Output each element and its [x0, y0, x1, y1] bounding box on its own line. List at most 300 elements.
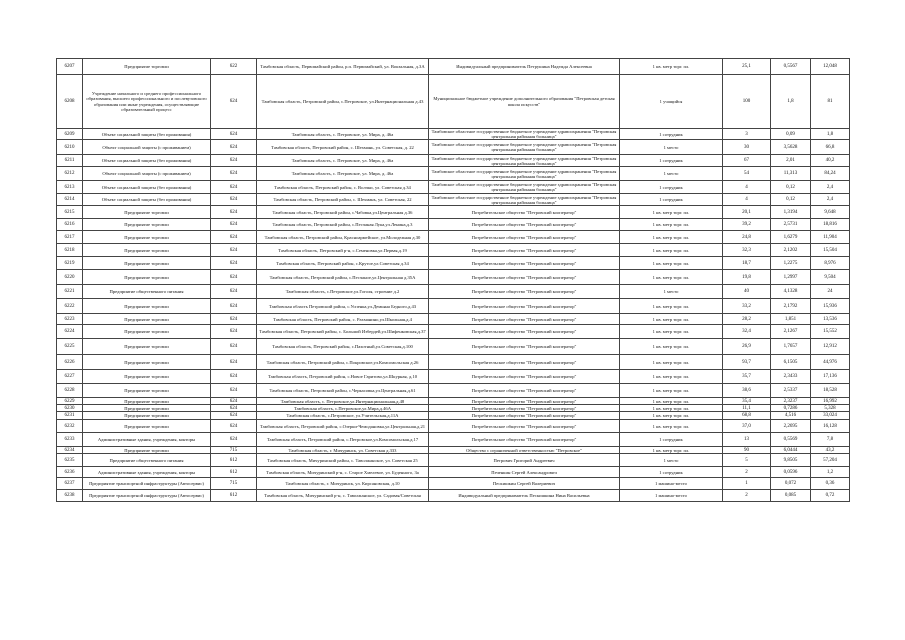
organization-cell: Потребительское общество "Петровский кооператор"	[429, 244, 620, 257]
code-cell: 624	[211, 285, 257, 299]
row-number: 6232	[57, 420, 83, 433]
volume-cell: 40,2	[811, 155, 850, 167]
row-number: 6219	[57, 257, 83, 270]
table-row	[57, 355, 850, 370]
object-type-cell: Предприятие торговли	[83, 270, 211, 285]
address-cell: Тамбовская область, Петровский район, Красноармейское, ул.Молодежная д.30	[257, 231, 429, 244]
quantity-cell: 26,9	[723, 339, 771, 355]
volume-cell: 15,504	[811, 244, 850, 257]
table-row	[57, 314, 850, 325]
table-row	[57, 219, 850, 231]
unit-cell: 1 место	[620, 285, 723, 299]
object-type-cell: Предприятие общественного питания	[83, 454, 211, 467]
object-type-cell: Предприятие торговли	[83, 412, 211, 420]
table-row	[57, 285, 850, 299]
row-number: 6224	[57, 325, 83, 339]
row-number: 6215	[57, 206, 83, 219]
volume-cell: 8,976	[811, 257, 850, 270]
quantity-cell: 30	[723, 140, 771, 155]
unit-cell: 1 сотрудник	[620, 181, 723, 194]
address-cell: Тамбовская область, Петровский район, с.Петровское,ул.Комсомольская,д.17	[257, 433, 429, 447]
volume-cell: 9,648	[811, 206, 850, 219]
table-row	[57, 454, 850, 467]
volume-cell: 0,36	[811, 478, 850, 490]
norm-cell: 0,12	[771, 194, 811, 206]
unit-cell: 1 сотрудник	[620, 194, 723, 206]
code-cell: 624	[211, 244, 257, 257]
code-cell: 612	[211, 490, 257, 502]
quantity-cell: 40	[723, 285, 771, 299]
organization-cell: Потребительское общество "Петровский кооператор"	[429, 384, 620, 398]
quantity-cell: 28,2	[723, 314, 771, 325]
address-cell: Тамбовская область, Мичуринский район, с. Таволжанское, ул. Советская 25	[257, 454, 429, 467]
table-row	[57, 181, 850, 194]
code-cell: 624	[211, 384, 257, 398]
table-row	[57, 270, 850, 285]
object-type-cell: Объект социальной защиты (с проживанием)	[83, 167, 211, 181]
object-type-cell: Объект социальной защиты (без проживания)	[83, 181, 211, 194]
quantity-cell: 24,8	[723, 231, 771, 244]
code-cell: 624	[211, 155, 257, 167]
row-number: 6220	[57, 270, 83, 285]
quantity-cell: 54	[723, 167, 771, 181]
quantity-cell: 90	[723, 447, 771, 454]
volume-cell: 2,4	[811, 181, 850, 194]
code-cell: 624	[211, 339, 257, 355]
organization-cell: Печенкин Сергей Александрович	[429, 467, 620, 478]
organization-cell: Тамбовское областное государственное бюджетное учреждение здравоохранения "Петровская центральная районная больница"	[429, 140, 620, 155]
quantity-cell: 25,1	[723, 59, 771, 75]
object-type-cell: Предприятие торговли	[83, 314, 211, 325]
table-row	[57, 206, 850, 219]
address-cell: Тамбовская область, Петровский район, с.Песчаное,ул.Центральная д.35А	[257, 270, 429, 285]
organization-cell: Потребительское общество "Петровский кооператор"	[429, 206, 620, 219]
organization-cell: Потребительское общество "Петровский кооператор"	[429, 314, 620, 325]
quantity-cell: 35,7	[723, 370, 771, 384]
object-type-cell: Предприятие торговли	[83, 257, 211, 270]
organization-cell: Индивидуальный предприниматель Пескишкина Нина Васильевна	[429, 490, 620, 502]
unit-cell: 1 учащийся	[620, 75, 723, 129]
volume-cell: 9,504	[811, 270, 850, 285]
unit-cell: 1 машино-место	[620, 490, 723, 502]
code-cell: 612	[211, 467, 257, 478]
object-type-cell: Предприятие торговли	[83, 219, 211, 231]
quantity-cell: 5	[723, 454, 771, 467]
organization-cell: Потребительское общество "Петровский кооператор"	[429, 299, 620, 314]
quantity-cell: 2	[723, 467, 771, 478]
unit-cell: 1 сотрудник	[620, 433, 723, 447]
unit-cell: 1 кв. метр торг. пл.	[620, 325, 723, 339]
row-number: 6207	[57, 59, 83, 75]
row-number: 6214	[57, 194, 83, 206]
unit-cell: 1 кв. метр торг. пл.	[620, 206, 723, 219]
norm-cell: 1,2997	[771, 270, 811, 285]
object-type-cell: Предприятие транспортной инфраструктуры (Автосервис)	[83, 478, 211, 490]
organization-cell: Потребительское общество "Петровский кооператор"	[429, 257, 620, 270]
address-cell: Тамбовская область, Мичуринский р-н, с. Таволжанское, ул. Садовая/Советская	[257, 490, 429, 502]
volume-cell: 13,536	[811, 314, 850, 325]
norm-cell: 2,3433	[771, 370, 811, 384]
norm-cell: 2,3237	[771, 398, 811, 405]
volume-cell: 12,048	[811, 59, 850, 75]
quantity-cell: 38,6	[723, 384, 771, 398]
row-number: 6222	[57, 299, 83, 314]
organization-cell: Потребительское общество "Петровский кооператор"	[429, 339, 620, 355]
organization-cell: Потребительское общество "Петровский кооператор"	[429, 370, 620, 384]
object-type-cell: Предприятие торговли	[83, 420, 211, 433]
address-cell: Тамбовская область, Петровский район, с.Черкасовка,ул.Центральная,д.61	[257, 384, 429, 398]
address-cell: Тамбовская область, с.Петровское, ул.Учительская,д.11А	[257, 412, 429, 420]
address-cell: Тамбовская область, с. Петровское, ул. Мира, д. 46а	[257, 155, 429, 167]
code-cell: 624	[211, 433, 257, 447]
row-number: 6233	[57, 433, 83, 447]
organization-cell: Потребительское общество "Петровский кооператор"	[429, 433, 620, 447]
table-row	[57, 370, 850, 384]
quantity-cell: 13	[723, 433, 771, 447]
organization-cell: Тамбовское областное государственное бюджетное учреждение здравоохранения "Петровская центральная районная больница"	[429, 167, 620, 181]
code-cell: 715	[211, 478, 257, 490]
organization-cell: Потребительское общество "Петровский кооператор"	[429, 231, 620, 244]
quantity-cell: 32,3	[723, 244, 771, 257]
object-type-cell: Предприятие торговли	[83, 370, 211, 384]
norm-cell: 4,516	[771, 412, 811, 420]
unit-cell: 1 кв. метр торг. пл.	[620, 244, 723, 257]
code-cell: 624	[211, 231, 257, 244]
row-number: 6213	[57, 181, 83, 194]
volume-cell: 12,912	[811, 339, 850, 355]
object-type-cell: Предприятие торговли	[83, 398, 211, 405]
table-row	[57, 384, 850, 398]
organization-cell: Петрович Григорий Андреевич	[429, 454, 620, 467]
address-cell: Тамбовская область, с. Петровское,ул.Интернациональная,д.48	[257, 398, 429, 405]
norm-cell: 4,1328	[771, 285, 811, 299]
norm-cell: 0,09	[771, 129, 811, 140]
volume-cell: 24	[811, 285, 850, 299]
volume-cell: 2,4	[811, 194, 850, 206]
norm-cell: 1,6279	[771, 231, 811, 244]
address-cell: Тамбовская область, Петровский район, с.Чабовка,ул.Центральная д.36	[257, 206, 429, 219]
table-row	[57, 59, 850, 75]
norm-cell: 2,2695	[771, 420, 811, 433]
row-number: 6221	[57, 285, 83, 299]
row-number: 6223	[57, 314, 83, 325]
norm-cell: 1,7657	[771, 339, 811, 355]
row-number: 6235	[57, 454, 83, 467]
code-cell: 624	[211, 257, 257, 270]
code-cell: 624	[211, 167, 257, 181]
code-cell: 612	[211, 454, 257, 467]
object-type-cell: Предприятие транспортной инфраструктуры (Автосервис)	[83, 490, 211, 502]
address-cell: Тамбовская область, Петровский район, с.Покровское,ул.Комсомольская д.26	[257, 355, 429, 370]
quantity-cell: 33,2	[723, 299, 771, 314]
unit-cell: 1 кв. метр торг. пл.	[620, 219, 723, 231]
norm-cell: 6,1505	[771, 355, 811, 370]
table-row	[57, 447, 850, 454]
norm-cell: 6,0444	[771, 447, 811, 454]
table-row	[57, 467, 850, 478]
norm-cell: 1,8	[771, 75, 811, 129]
table-row	[57, 257, 850, 270]
quantity-cell: 19,8	[723, 270, 771, 285]
code-cell: 624	[211, 398, 257, 405]
norm-cell: 11,313	[771, 167, 811, 181]
object-type-cell: Объект социальной защиты (с проживанием)	[83, 140, 211, 155]
volume-cell: 16,992	[811, 398, 850, 405]
table-row	[57, 140, 850, 155]
volume-cell: 84,24	[811, 167, 850, 181]
organization-cell: Потребительское общество "Петровский кооператор"	[429, 420, 620, 433]
unit-cell: 1 кв. метр торг. пл.	[620, 270, 723, 285]
object-type-cell: Объект социальной защиты (без проживания)	[83, 129, 211, 140]
code-cell: 624	[211, 181, 257, 194]
volume-cell: 81	[811, 75, 850, 129]
object-type-cell: Предприятие общественного питания	[83, 285, 211, 299]
unit-cell: 1 кв. метр торг. пл.	[620, 398, 723, 405]
object-type-cell: Предприятие торговли	[83, 339, 211, 355]
unit-cell: 1 кв. метр торг. пл.	[620, 59, 723, 75]
row-number: 6234	[57, 447, 83, 454]
address-cell: Тамбовская область, Первомайский район, р.п. Первомайский, ул. Вокзальная, д.3А	[257, 59, 429, 75]
code-cell: 624	[211, 219, 257, 231]
table-row	[57, 231, 850, 244]
row-number: 6208	[57, 75, 83, 129]
code-cell: 624	[211, 299, 257, 314]
organization-cell: Потребительское общество "Петровский кооператор"	[429, 270, 620, 285]
quantity-cell: 39,2	[723, 219, 771, 231]
volume-cell: 44,976	[811, 355, 850, 370]
object-type-cell: Предприятие торговли	[83, 325, 211, 339]
address-cell: Тамбовская область, Петровский район, с. Большой Избердей,ул.Шифенковская,д.37	[257, 325, 429, 339]
code-cell: 624	[211, 325, 257, 339]
code-cell: 624	[211, 270, 257, 285]
table-row	[57, 167, 850, 181]
volume-cell: 66,8	[811, 140, 850, 155]
row-number: 6216	[57, 219, 83, 231]
object-type-cell: Предприятие торговли	[83, 405, 211, 412]
unit-cell: 1 кв. метр торг. пл.	[620, 299, 723, 314]
quantity-cell: 20,1	[723, 206, 771, 219]
table-row	[57, 412, 850, 420]
address-cell: Тамбовская область, с.Петровское,ул.Гоголя, строение д.2	[257, 285, 429, 299]
quantity-cell: 35,4	[723, 398, 771, 405]
volume-cell: 16,128	[811, 420, 850, 433]
organization-cell: Потребительское общество "Петровский кооператор"	[429, 398, 620, 405]
volume-cell: 57,204	[811, 454, 850, 467]
quantity-cell: 18,7	[723, 257, 771, 270]
volume-cell: 15,936	[811, 299, 850, 314]
row-number: 6217	[57, 231, 83, 244]
table-row	[57, 420, 850, 433]
code-cell: 624	[211, 355, 257, 370]
address-cell: Тамбовская область, Петровский район, с.Петровское, ул.Интернациональная д.43	[257, 75, 429, 129]
unit-cell: 1 сотрудник	[620, 155, 723, 167]
organization-cell: Потребительское общество "Петровский кооператор"	[429, 285, 620, 299]
address-cell: Тамбовская область, Петровский район, с.Песчаная Лука,ул.Ленина,д.3	[257, 219, 429, 231]
norm-cell: 0,12	[771, 181, 811, 194]
organization-cell: Тамбовское областное государственное бюджетное учреждение здравоохранения "Петровская центральная районная больница"	[429, 155, 620, 167]
unit-cell: 1 сотрудник	[620, 129, 723, 140]
norm-cell: 0,5569	[771, 433, 811, 447]
norm-cell: 2,01	[771, 155, 811, 167]
unit-cell: 1 кв. метр торг. пл.	[620, 314, 723, 325]
unit-cell: 1 машино-место	[620, 478, 723, 490]
object-type-cell: Предприятие торговли	[83, 299, 211, 314]
unit-cell: 1 кв. метр торг. пл.	[620, 370, 723, 384]
norm-cell: 0,085	[771, 490, 811, 502]
address-cell: Тамбовская область, Петровский район, с.Новое Гаритово,ул.Шкурная, д.10	[257, 370, 429, 384]
norm-cell: 1,851	[771, 314, 811, 325]
organization-cell: Тамбовское областное государственное бюджетное учреждение здравоохранения "Петровская центральная районная больница"	[429, 181, 620, 194]
unit-cell: 1 место	[620, 140, 723, 155]
volume-cell: 33,024	[811, 412, 850, 420]
address-cell: Тамбовская область, Петровский район, с. Шехмань, ул. Советская, д. 22	[257, 140, 429, 155]
address-cell: Тамбовская область, Петровский район, с.Крутое,ул.Советская д.34	[257, 257, 429, 270]
table-row	[57, 244, 850, 257]
object-type-cell: Объект социальной защиты (без проживания)	[83, 155, 211, 167]
unit-cell: 1 кв. метр торг. пл.	[620, 339, 723, 355]
norm-cell: 9,8505	[771, 454, 811, 467]
norm-cell: 2,1792	[771, 299, 811, 314]
row-number: 6225	[57, 339, 83, 355]
volume-cell: 43,2	[811, 447, 850, 454]
quantity-cell: 11,1	[723, 405, 771, 412]
organization-cell: Тамбовское областное государственное бюджетное учреждение здравоохранения "Петровская центральная районная больница"	[429, 129, 620, 140]
row-number: 6210	[57, 140, 83, 155]
quantity-cell: 2	[723, 490, 771, 502]
address-cell: Тамбовская область, г. Мичуринск, ул. Советская д.333	[257, 447, 429, 454]
address-cell: Тамбовская область Петровский район, с.Успенка,ул.Демьяна Бедного,д.43	[257, 299, 429, 314]
table-row	[57, 405, 850, 412]
object-type-cell: Административные здания, учреждения, конторы	[83, 433, 211, 447]
organization-cell: Индивидуальный предприниматель Петрушина Надежда Алексеевна	[429, 59, 620, 75]
row-number: 6209	[57, 129, 83, 140]
code-cell: 624	[211, 405, 257, 412]
table-row	[57, 194, 850, 206]
unit-cell: 1 место	[620, 454, 723, 467]
quantity-cell: 93,7	[723, 355, 771, 370]
address-cell: Тамбовская область, Петровский район, с.Озерки-Чемодановка,ул.Центральная,д.21	[257, 420, 429, 433]
organization-cell: Тамбовское областное государственное бюджетное учреждение здравоохранения "Петровская центральная районная больница"	[429, 194, 620, 206]
unit-cell: 1 кв. метр торг. пл.	[620, 412, 723, 420]
volume-cell: 18,816	[811, 219, 850, 231]
table-row	[57, 398, 850, 405]
organization-cell: Потребительское общество "Петровский кооператор"	[429, 219, 620, 231]
norm-cell: 2,1267	[771, 325, 811, 339]
code-cell: 624	[211, 370, 257, 384]
table-row	[57, 299, 850, 314]
object-type-cell: Предприятие торговли	[83, 384, 211, 398]
row-number: 6229	[57, 398, 83, 405]
quantity-cell: 32,4	[723, 325, 771, 339]
norm-cell: 2,5337	[771, 384, 811, 398]
row-number: 6236	[57, 467, 83, 478]
unit-cell: 1 кв. метр торг. пл.	[620, 355, 723, 370]
unit-cell: 1 кв. метр торг. пл.	[620, 231, 723, 244]
volume-cell: 17,136	[811, 370, 850, 384]
quantity-cell: 4	[723, 194, 771, 206]
object-type-cell: Учреждение начального и среднего профессионального образования, высшего профессионального и послевузовского образования или иные учреждения, осуществляющие образовательный процесс	[83, 75, 211, 129]
object-type-cell: Административные здания, учреждения, конторы	[83, 467, 211, 478]
unit-cell: 1 кв. метр торг. пл.	[620, 420, 723, 433]
quantity-cell: 67	[723, 155, 771, 167]
code-cell: 624	[211, 314, 257, 325]
code-cell: 624	[211, 140, 257, 155]
row-number: 6212	[57, 167, 83, 181]
data-table	[56, 58, 850, 502]
code-cell: 624	[211, 206, 257, 219]
norm-cell: 2,1202	[771, 244, 811, 257]
object-type-cell: Предприятие торговли	[83, 244, 211, 257]
table-row	[57, 339, 850, 355]
code-cell: 624	[211, 194, 257, 206]
address-cell: Тамбовская область, Петровский район, с. Шехмань, ул. Советская, 22	[257, 194, 429, 206]
row-number: 6237	[57, 478, 83, 490]
table-row	[57, 129, 850, 140]
volume-cell: 1,8	[811, 129, 850, 140]
volume-cell: 5,328	[811, 405, 850, 412]
norm-cell: 0,7286	[771, 405, 811, 412]
row-number: 6231	[57, 412, 83, 420]
volume-cell: 1,2	[811, 467, 850, 478]
address-cell: Тамбовская область, Петровский р-н, с.Семеновка,ул.Первая,д.19	[257, 244, 429, 257]
table-row	[57, 325, 850, 339]
address-cell: Тамбовская область, Петровский район, с. Рахманино,ул.Школьная,д.4	[257, 314, 429, 325]
code-cell: 624	[211, 75, 257, 129]
norm-cell: 3,5628	[771, 140, 811, 155]
volume-cell: 18,528	[811, 384, 850, 398]
organization-cell: Потребительское общество "Петровский кооператор"	[429, 405, 620, 412]
volume-cell: 11,904	[811, 231, 850, 244]
unit-cell: 1 кв. метр торг. пл.	[620, 447, 723, 454]
address-cell: Тамбовская область, с.Петровское,ул.Мира,д.46А	[257, 405, 429, 412]
organization-cell: Потребительское общество "Петровский кооператор"	[429, 412, 620, 420]
row-number: 6218	[57, 244, 83, 257]
organization-cell: Потребительское общество "Петровский кооператор"	[429, 355, 620, 370]
organization-cell: Потребительское общество "Петровский кооператор"	[429, 325, 620, 339]
unit-cell: 1 кв. метр торг. пл.	[620, 257, 723, 270]
volume-cell: 7,8	[811, 433, 850, 447]
unit-cell: 1 место	[620, 167, 723, 181]
quantity-cell: 100	[723, 75, 771, 129]
row-number: 6230	[57, 405, 83, 412]
object-type-cell: Объект социальной защиты (без проживания)	[83, 194, 211, 206]
code-cell: 624	[211, 412, 257, 420]
row-number: 6238	[57, 490, 83, 502]
code-cell: 624	[211, 420, 257, 433]
norm-cell: 0,072	[771, 478, 811, 490]
quantity-cell: 37,0	[723, 420, 771, 433]
quantity-cell: 4	[723, 181, 771, 194]
quantity-cell: 68,8	[723, 412, 771, 420]
norm-cell: 0,0596	[771, 467, 811, 478]
address-cell: Тамбовская область, Петровский район, с. Волчки, ул. Советская д.34	[257, 181, 429, 194]
organization-cell: Муниципальное бюджетное учреждение дополнительного образования "Петровская детская школа искусств"	[429, 75, 620, 129]
organization-cell: Общество с ограниченной ответственностью "Петровское"	[429, 447, 620, 454]
address-cell: Тамбовская область, Петровский район, с.Пахотный,ул.Советская,д.100	[257, 339, 429, 355]
address-cell: Тамбовская область, г. Мичуринск, ул. Кирсановская, д.10	[257, 478, 429, 490]
norm-cell: 1,3194	[771, 206, 811, 219]
table-row	[57, 433, 850, 447]
address-cell: Тамбовская область, с. Петровское, ул. Мира, д. 46а	[257, 129, 429, 140]
row-number: 6228	[57, 384, 83, 398]
code-cell: 622	[211, 59, 257, 75]
row-number: 6211	[57, 155, 83, 167]
organization-cell: Пескишкин Сергей Валериевич	[429, 478, 620, 490]
norm-cell: 2,5731	[771, 219, 811, 231]
code-cell: 624	[211, 129, 257, 140]
quantity-cell: 3	[723, 129, 771, 140]
object-type-cell: Предприятие торговли	[83, 59, 211, 75]
